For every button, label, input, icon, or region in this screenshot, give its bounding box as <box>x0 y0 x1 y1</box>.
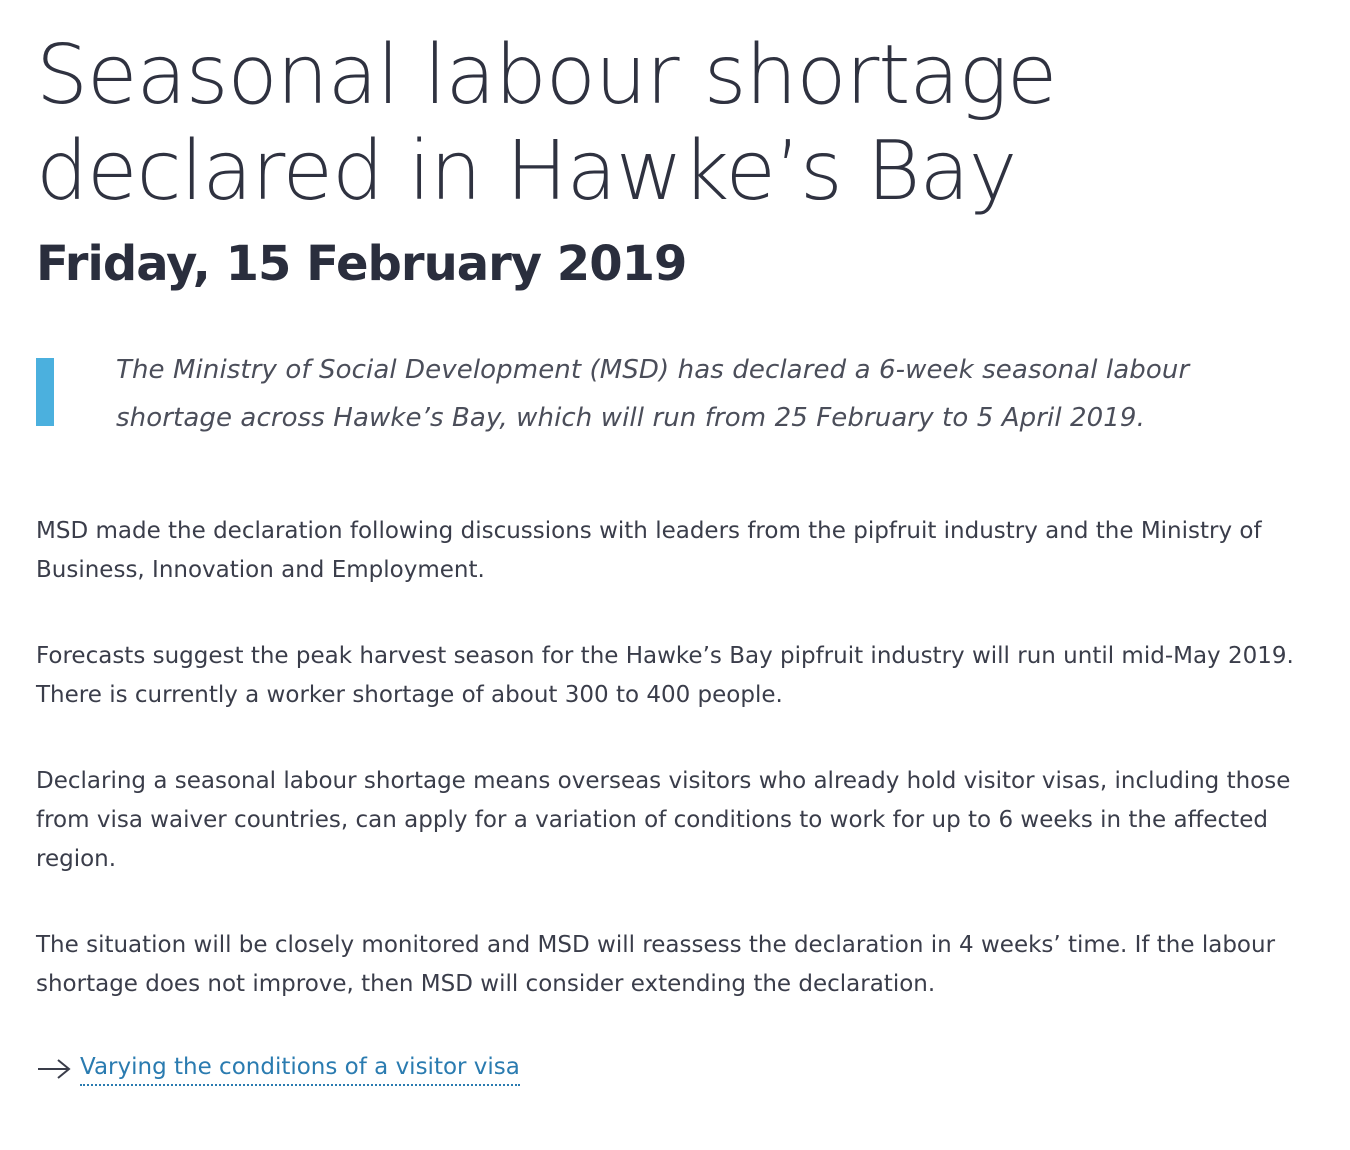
publish-date: Friday, 15 February 2019 <box>36 236 687 292</box>
intro-text: The Ministry of Social Development (MSD) has declared a 6-week seasonal labour shortage across Hawke’s Bay, which will run from 25 February to 5 April 2019. <box>116 355 1190 433</box>
intro-accent-bar <box>36 358 54 426</box>
body-paragraph: MSD made the declaration following discussions with leaders from the pipfruit industry and the Ministry of Business, Innovation and Employment. <box>36 518 1262 583</box>
article-body <box>36 512 1306 1004</box>
visitor-visa-link[interactable]: Varying the conditions of a visitor visa <box>80 1051 520 1086</box>
page-title: Seasonal labour shortage declared in Hawke’s Bay <box>36 28 1057 219</box>
related-link-row <box>36 1051 1306 1086</box>
intro-block <box>36 346 1306 442</box>
body-paragraph: Declaring a seasonal labour shortage means overseas visitors who already hold visitor visas, including those from visa waiver countries, can apply for a variation of conditions to work for up to 6 weeks in the affected region. <box>36 768 1291 872</box>
article <box>36 28 1306 1086</box>
body-paragraph: The situation will be closely monitored and MSD will reassess the declaration in 4 weeks’ time. If the labour shortage does not improve, then MSD will consider extending the declaration. <box>36 932 1276 997</box>
arrow-right-icon <box>36 1057 72 1081</box>
body-paragraph: Forecasts suggest the peak harvest season for the Hawke’s Bay pipfruit industry will run until mid-May 2019. There is currently a worker shortage of about 300 to 400 people. <box>36 643 1294 708</box>
